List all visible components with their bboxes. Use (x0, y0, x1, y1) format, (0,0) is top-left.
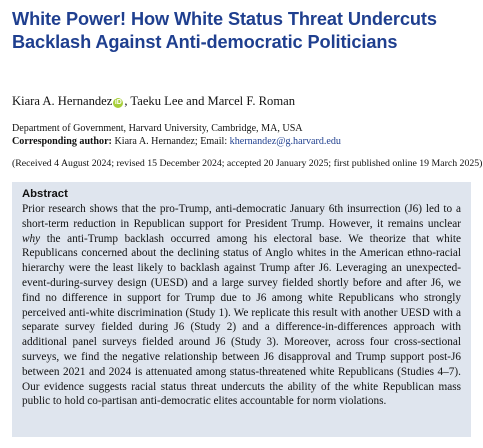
abstract-text (22, 202, 461, 409)
affiliation-block (12, 122, 341, 148)
corresponding-name: Kiara A. Hernandez; Email: (114, 136, 228, 147)
abstract-text-part1: Prior research shows that the pro-Trump, anti-democratic January 6th insurrection (J6) led to a short-term reduction in Republican support for President Trump. However, it remains unclear (22, 203, 461, 230)
article-title: White Power! How White Status Threat Undercuts Backlash Against Anti-democratic Politicians (12, 9, 437, 52)
publication-history: (Received 4 August 2024; revised 15 December 2024; accepted 20 January 2025; first published online 19 March 2025) (12, 158, 483, 169)
corresponding-label: Corresponding author: (12, 136, 112, 147)
abstract-heading: Abstract (22, 188, 68, 200)
email-link[interactable]: khernandez@g.harvard.edu (229, 136, 341, 147)
author-others: , Taeku Lee and Marcel F. Roman (124, 94, 295, 108)
author-line (12, 94, 295, 109)
abstract-emphasis: why (22, 232, 41, 245)
orcid-icon[interactable]: iD (114, 99, 122, 106)
abstract-text-part2: the anti-Trump backlash occurred among his electoral base. We theorize that white Republicans concerned about the declining status of Anglo whites in the American ethno-racial hierarchy were the least likely to backlash against Trump after J6. Leveraging an unexpected-event-during-survey design (UESD) and a large survey fielded shortly before and after J6, we find no difference in support for Trump due to J6 among white Republicans who strongly perceived anti-white discrimination (Study 1). We replicate this result with another UESD with a separate survey fielded during J6 (Study 2) and a difference-in-differences approach with additional panel surveys fielded around J6 (Study 3). Moreover, across four cross-sectional surveys, we find the negative relationship between J6 disapproval and Trump support post-J6 between 2021 and 2024 is attenuated among status-threatened white Republicans (Studies 4–7). Our evidence suggests racial status threat undercuts the ability of the white Republican mass public to hold co-partisan anti-democratic elites accountable for norm violations. (22, 232, 462, 408)
corresponding-author (12, 135, 341, 148)
author-first[interactable]: Kiara A. Hernandez (12, 94, 113, 108)
affiliation: Department of Government, Harvard University, Cambridge, MA, USA (12, 123, 303, 134)
abstract-box (12, 182, 471, 437)
